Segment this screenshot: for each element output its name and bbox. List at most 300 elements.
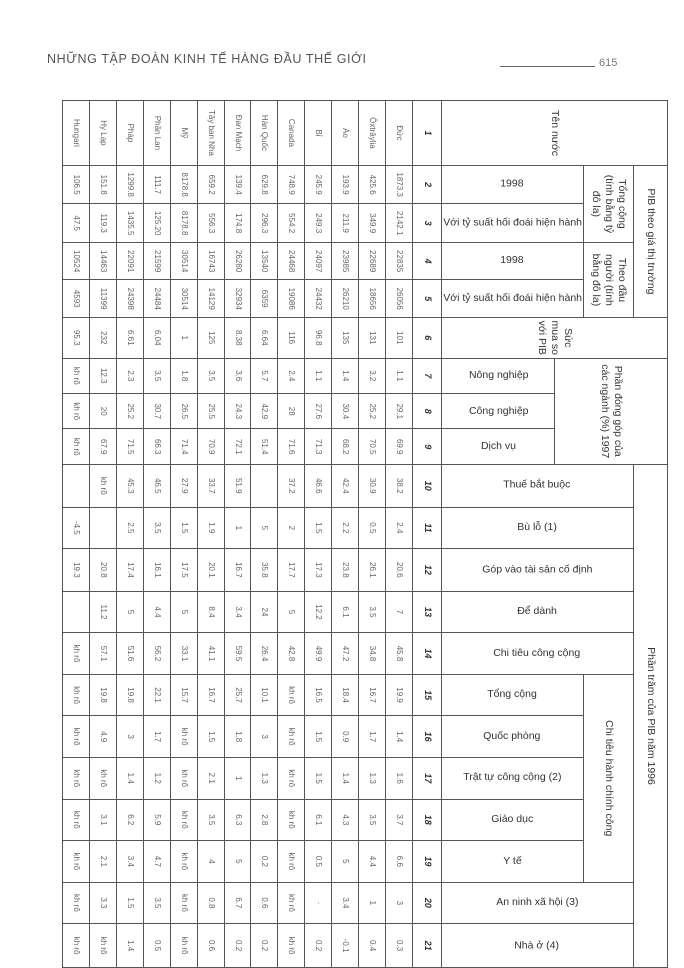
table-cell: 25.2 <box>358 394 385 429</box>
table-cell: 3.5 <box>143 882 170 924</box>
table-cell: 245.9 <box>305 165 332 204</box>
header-fixed-assets: Góp vào tài sản cố định <box>442 549 634 592</box>
table-cell: 12.3 <box>90 358 117 393</box>
table-cell: 17.4 <box>117 549 144 592</box>
table-cell: 0.6 <box>197 924 224 968</box>
table-cell: 6359 <box>251 280 278 318</box>
table-cell: 1.4 <box>332 358 359 393</box>
table-cell: kh rõ <box>63 882 90 924</box>
header-total-billions: Tổng cộng (tính bằng tỷ đô la) <box>584 165 634 242</box>
running-header: NHỮNG TẬP ĐOÀN KINH TẾ HÀNG ĐẦU THẾ GIỚI <box>47 52 367 66</box>
table-cell: 3 <box>385 882 412 924</box>
table-cell: kh rõ <box>63 358 90 393</box>
table-cell: kh rõ <box>170 882 197 924</box>
column-number: 15 <box>412 674 441 716</box>
column-number: 1 <box>412 101 441 166</box>
table-cell: 66.3 <box>143 429 170 464</box>
header-ppp: Sức mua so với PIB <box>442 317 668 358</box>
table-cell: kh rõ <box>63 429 90 464</box>
table-cell: 2.4 <box>278 358 305 393</box>
table-cell: kh rõ <box>90 757 117 799</box>
table-cell: 15.7 <box>170 674 197 716</box>
header-health: Y tế <box>442 841 584 883</box>
table-cell: 131 <box>358 317 385 358</box>
header-industry: Công nghiệp <box>442 394 555 429</box>
table-cell: 1.3 <box>251 757 278 799</box>
table-cell: 629.8 <box>251 165 278 204</box>
table-cell: 29.1 <box>385 394 412 429</box>
table-cell: 2.4 <box>385 507 412 549</box>
table-cell: 5 <box>170 591 197 633</box>
table-cell: 18.4 <box>332 674 359 716</box>
table-cell: 349.9 <box>358 204 385 243</box>
table-cell: 1.8 <box>224 716 251 758</box>
table-cell: 0.5 <box>305 841 332 883</box>
table-cell: 6.3 <box>224 799 251 841</box>
table-cell: 1.5 <box>305 757 332 799</box>
table-cell: 1.7 <box>143 716 170 758</box>
header-public-admin: Chi tiêu hành chính công <box>584 674 634 882</box>
table-cell: 8178.8 <box>170 204 197 243</box>
table-cell: 1.9 <box>197 507 224 549</box>
table-cell: 22.1 <box>143 674 170 716</box>
table-cell: kh rõ <box>90 924 117 968</box>
header-sector-shares: Phần đóng góp của các ngành (%) 1997 <box>555 358 668 464</box>
table-cell: 554.2 <box>278 204 305 243</box>
table-cell: kh rõ <box>170 757 197 799</box>
table-cell <box>63 591 90 633</box>
table-cell: 3.5 <box>197 799 224 841</box>
table-cell: 45.3 <box>117 464 144 507</box>
table-cell: kh rõ <box>63 799 90 841</box>
table-body <box>63 101 442 968</box>
table-cell: 42.4 <box>332 464 359 507</box>
table-cell: 101 <box>385 317 412 358</box>
table-cell: 5 <box>278 591 305 633</box>
column-number: 7 <box>412 358 441 393</box>
column-number: 11 <box>412 507 441 549</box>
table-cell: 556.3 <box>197 204 224 243</box>
table-cell: 71.5 <box>117 429 144 464</box>
table-row <box>90 101 117 968</box>
table-cell: 2142.1 <box>385 204 412 243</box>
table-cell: 41.1 <box>197 633 224 675</box>
table-cell: 3.4 <box>224 591 251 633</box>
column-number: 3 <box>412 204 441 243</box>
table-cell: 11.2 <box>90 591 117 633</box>
table-cell: 0.2 <box>251 841 278 883</box>
header-defense: Quốc phòng <box>442 716 584 758</box>
table-cell: 3.4 <box>332 882 359 924</box>
table-cell: 23.8 <box>332 549 359 592</box>
table-cell: 4.3 <box>332 799 359 841</box>
header-per-person: Theo đầu người (tính bằng đô la) <box>584 242 634 317</box>
table-cell: 174.8 <box>224 204 251 243</box>
table-cell: 30.9 <box>358 464 385 507</box>
table-cell: 3.4 <box>117 841 144 883</box>
column-number: 4 <box>412 242 441 280</box>
table-cell: 20 <box>90 394 117 429</box>
column-number: 8 <box>412 394 441 429</box>
table-row <box>358 101 385 968</box>
table-cell: 17.7 <box>278 549 305 592</box>
table-row <box>63 101 90 968</box>
table-cell: 232 <box>90 317 117 358</box>
table-cell: 2.5 <box>117 507 144 549</box>
table-cell: kh rõ <box>90 464 117 507</box>
table-cell: 6.2 <box>117 799 144 841</box>
table-cell: 30.4 <box>332 394 359 429</box>
column-number: 10 <box>412 464 441 507</box>
table-cell: 24097 <box>305 242 332 280</box>
table-row <box>143 101 170 968</box>
table-cell: 8.38 <box>224 317 251 358</box>
table-cell: 5 <box>117 591 144 633</box>
table-cell: 16.7 <box>224 549 251 592</box>
table-cell: 1.4 <box>117 757 144 799</box>
table-cell: 24484 <box>143 280 170 318</box>
header-pib-market: PIB theo giá thị trường <box>634 165 668 317</box>
table-cell: -4.5 <box>63 507 90 549</box>
table-cell: 0.5 <box>358 507 385 549</box>
table-cell: 70.5 <box>358 429 385 464</box>
table-cell: 22835 <box>385 242 412 280</box>
table-cell: 13540 <box>251 242 278 280</box>
table-cell: 16.7 <box>197 674 224 716</box>
table-row <box>197 101 224 968</box>
country-name: Bỉ <box>305 101 332 166</box>
table-cell: 23985 <box>332 242 359 280</box>
table-cell: 4.4 <box>358 841 385 883</box>
table-cell: 4.4 <box>143 591 170 633</box>
table-cell: 659.2 <box>197 165 224 204</box>
table-cell: 0.5 <box>143 924 170 968</box>
table-row <box>224 101 251 968</box>
table-cell: 8.4 <box>197 591 224 633</box>
table-cell: 38.2 <box>385 464 412 507</box>
table-cell: kh rõ <box>170 799 197 841</box>
header-education: Giáo dục <box>442 799 584 841</box>
header-savings: Để dành <box>442 591 634 633</box>
table-cell: 34.8 <box>358 633 385 675</box>
table-cell: 19086 <box>278 280 305 318</box>
table-cell: 14129 <box>197 280 224 318</box>
table-cell: 33.1 <box>170 633 197 675</box>
table-cell: 1.4 <box>117 924 144 968</box>
table-cell: 3.3 <box>90 882 117 924</box>
header-total-exchange-rate: Với tỷ suất hối đoái hiện hành <box>442 204 584 243</box>
table-cell: 6.7 <box>224 882 251 924</box>
table-cell: 125 <box>197 317 224 358</box>
table-cell: 26280 <box>224 242 251 280</box>
table-cell: 51.6 <box>117 633 144 675</box>
table-cell: 10.1 <box>251 674 278 716</box>
table-cell: 2.2 <box>332 507 359 549</box>
table-cell: 2 <box>278 507 305 549</box>
table-cell: 2.1 <box>197 757 224 799</box>
table-cell: 4593 <box>63 280 90 318</box>
table-cell <box>251 464 278 507</box>
table-cell: 32934 <box>224 280 251 318</box>
table-cell: kh rõ <box>278 799 305 841</box>
table-cell: kh rõ <box>278 716 305 758</box>
table-cell: 37.2 <box>278 464 305 507</box>
header-rule <box>500 66 595 67</box>
table-cell: 1 <box>358 882 385 924</box>
table-cell: 139.4 <box>224 165 251 204</box>
country-name: Đức <box>385 101 412 166</box>
table-cell: 35.8 <box>251 549 278 592</box>
table-cell: 11399 <box>90 280 117 318</box>
column-number: 5 <box>412 280 441 318</box>
table-cell: 30.7 <box>143 394 170 429</box>
table-cell: kh rõ <box>278 674 305 716</box>
table-cell: kh rõ <box>63 841 90 883</box>
header-country: Tên nước <box>442 101 668 166</box>
table-cell: 26.4 <box>251 633 278 675</box>
table-cell: 56.2 <box>143 633 170 675</box>
table-cell: 27.9 <box>170 464 197 507</box>
table-cell: 6.04 <box>143 317 170 358</box>
table-cell: 249.3 <box>305 204 332 243</box>
header-public-spending: Chi tiêu công cộng <box>442 633 634 675</box>
table-cell: 1.5 <box>170 507 197 549</box>
table-cell: 5 <box>224 841 251 883</box>
table-cell: 193.9 <box>332 165 359 204</box>
table-cell: 19.9 <box>385 674 412 716</box>
column-number-row <box>412 101 441 968</box>
table-cell: 0.2 <box>251 924 278 968</box>
table-cell: 51.4 <box>251 429 278 464</box>
table-cell: 3.7 <box>385 799 412 841</box>
table-cell: 19.8 <box>117 674 144 716</box>
country-name: Tây ban Nha <box>197 101 224 166</box>
table-cell: 16743 <box>197 242 224 280</box>
country-name: Hungari <box>63 101 90 166</box>
table-cell: 3.5 <box>143 358 170 393</box>
table-row <box>278 101 305 968</box>
table-cell: 8178.8 <box>170 165 197 204</box>
table-cell: 16.7 <box>358 674 385 716</box>
country-name: Đan Mạch <box>224 101 251 166</box>
table-cell: 33.7 <box>197 464 224 507</box>
country-name: Phần Lan <box>143 101 170 166</box>
table-cell: 72.1 <box>224 429 251 464</box>
header-total-1998: 1998 <box>442 165 584 204</box>
table-cell: 3.5 <box>358 799 385 841</box>
table-cell: 27.6 <box>305 394 332 429</box>
table-cell: 1.4 <box>385 716 412 758</box>
country-name: Hy Lạp <box>90 101 117 166</box>
table-cell: 47.5 <box>63 204 90 243</box>
table-cell: kh rõ <box>63 924 90 968</box>
table-cell: 1 <box>224 507 251 549</box>
table-cell: 1.6 <box>385 757 412 799</box>
table-cell: 0.4 <box>358 924 385 968</box>
column-number: 17 <box>412 757 441 799</box>
table-cell: 425.6 <box>358 165 385 204</box>
economic-data-table <box>62 100 668 968</box>
table-cell: 1.5 <box>197 716 224 758</box>
header-per-person-1998: 1998 <box>442 242 584 280</box>
column-number: 14 <box>412 633 441 675</box>
column-number: 20 <box>412 882 441 924</box>
table-row <box>332 101 359 968</box>
table-row <box>170 101 197 968</box>
column-number: 16 <box>412 716 441 758</box>
table-cell: kh rõ <box>278 882 305 924</box>
table-cell: 1.1 <box>305 358 332 393</box>
table-cell: 1.8 <box>170 358 197 393</box>
table-cell: 18656 <box>358 280 385 318</box>
country-name: Mỹ <box>170 101 197 166</box>
header-admin-total: Tổng cộng <box>442 674 584 716</box>
table-cell: 4.9 <box>90 716 117 758</box>
table-cell: 20.8 <box>90 549 117 592</box>
table-cell: 25.7 <box>224 674 251 716</box>
table-cell: 1.4 <box>332 757 359 799</box>
table-cell: 71.6 <box>278 429 305 464</box>
table-cell: kh rõ <box>170 716 197 758</box>
table-cell: 69.9 <box>385 429 412 464</box>
table-cell: 49.9 <box>305 633 332 675</box>
table-cell: 71.4 <box>170 429 197 464</box>
table-cell: 42.8 <box>278 633 305 675</box>
table-cell: 67.9 <box>90 429 117 464</box>
table-cell: 10524 <box>63 242 90 280</box>
table-cell: 0.8 <box>197 882 224 924</box>
table-cell: 748.9 <box>278 165 305 204</box>
table-cell: 26.1 <box>358 549 385 592</box>
table-cell: 0.6 <box>251 882 278 924</box>
column-number: 21 <box>412 924 441 968</box>
table-cell: 25.2 <box>117 394 144 429</box>
table-cell: 46.5 <box>143 464 170 507</box>
table-cell: 3.2 <box>358 358 385 393</box>
table-cell: 1.5 <box>117 882 144 924</box>
table-cell: 96.8 <box>305 317 332 358</box>
table-cell: 106.5 <box>63 165 90 204</box>
table-cell: 211.9 <box>332 204 359 243</box>
table-cell: 46.6 <box>305 464 332 507</box>
table-cell: 1.5 <box>305 716 332 758</box>
table-cell: 3.6 <box>224 358 251 393</box>
country-name: Canada <box>278 101 305 166</box>
table-cell: 5 <box>251 507 278 549</box>
table-cell: 24.3 <box>224 394 251 429</box>
table-cell: 24 <box>251 591 278 633</box>
table-cell: 30514 <box>170 280 197 318</box>
table-cell: kh rõ <box>63 674 90 716</box>
table-cell: kh rõ <box>170 924 197 968</box>
header-agriculture: Nông nghiệp <box>442 358 555 393</box>
table-cell: 16.1 <box>143 549 170 592</box>
table-cell: 135 <box>332 317 359 358</box>
table-cell: 42.9 <box>251 394 278 429</box>
table-cell: 51.9 <box>224 464 251 507</box>
column-number: 19 <box>412 841 441 883</box>
header-deficit: Bù lỗ (1) <box>442 507 634 549</box>
table-cell: kh rõ <box>63 716 90 758</box>
table-cell: 16.5 <box>305 674 332 716</box>
page-number: 615 <box>599 57 618 69</box>
table-cell: 71.3 <box>305 429 332 464</box>
table-cell: 24432 <box>305 280 332 318</box>
table-cell: 57.1 <box>90 633 117 675</box>
table-cell: 19.3 <box>63 549 90 592</box>
table-cell: 0.3 <box>385 924 412 968</box>
column-number: 9 <box>412 429 441 464</box>
table-cell: 3 <box>251 716 278 758</box>
table-cell: 47.2 <box>332 633 359 675</box>
header-pct-pib-1996: Phần trăm của PIB năm 1996 <box>634 464 668 967</box>
table-cell: 1.3 <box>358 757 385 799</box>
table-cell: 1873.3 <box>385 165 412 204</box>
column-number: 12 <box>412 549 441 592</box>
table-cell: 6.6 <box>385 841 412 883</box>
table-cell: 26210 <box>332 280 359 318</box>
table-cell: 22689 <box>358 242 385 280</box>
header-services: Dịch vụ <box>442 429 555 464</box>
table-cell: 45.8 <box>385 633 412 675</box>
table-cell: 20.6 <box>385 549 412 592</box>
table-cell: -0.1 <box>332 924 359 968</box>
table-cell: 4.7 <box>143 841 170 883</box>
table-cell: 6.1 <box>332 591 359 633</box>
column-number: 2 <box>412 165 441 204</box>
table-row <box>117 101 144 968</box>
table-cell: 3.5 <box>197 358 224 393</box>
table-cell: 22091 <box>117 242 144 280</box>
table-cell: 70.9 <box>197 429 224 464</box>
table-cell: 1.7 <box>358 716 385 758</box>
table-cell: 21599 <box>143 242 170 280</box>
header-social-security: An ninh xã hội (3) <box>442 882 634 924</box>
table-cell: kh rõ <box>63 757 90 799</box>
table-cell: 30514 <box>170 242 197 280</box>
table-cell: 6.1 <box>305 799 332 841</box>
table-cell: kh rõ <box>63 394 90 429</box>
table-cell: 2.3 <box>117 358 144 393</box>
table-cell: 0.2 <box>224 924 251 968</box>
table-row <box>305 101 332 968</box>
table-cell: 3.1 <box>90 799 117 841</box>
column-number: 6 <box>412 317 441 358</box>
table-cell: 1435.5 <box>117 204 144 243</box>
table-cell: 59.5 <box>224 633 251 675</box>
table-cell: 26056 <box>385 280 412 318</box>
table-cell: 1.2 <box>143 757 170 799</box>
table-cell: 125.20 <box>143 204 170 243</box>
rotated-table-wrapper <box>66 100 668 968</box>
table-cell: 1.5 <box>305 507 332 549</box>
table-cell: 0.2 <box>305 924 332 968</box>
table-cell: kh rõ <box>278 841 305 883</box>
table-cell: 6.64 <box>251 317 278 358</box>
column-number: 18 <box>412 799 441 841</box>
header-per-person-exchange-rate: Với tỷ suất hối đoái hiện hành <box>442 280 584 318</box>
table-cell: 3.5 <box>143 507 170 549</box>
header-housing: Nhà ở (4) <box>442 924 634 968</box>
table-cell: 14463 <box>90 242 117 280</box>
table-cell: kh rõ <box>63 633 90 675</box>
table-cell: · <box>305 882 332 924</box>
table-cell: 1 <box>224 757 251 799</box>
table-cell: 2.8 <box>251 799 278 841</box>
country-name: Áo <box>332 101 359 166</box>
table-row <box>251 101 278 968</box>
column-number: 13 <box>412 591 441 633</box>
